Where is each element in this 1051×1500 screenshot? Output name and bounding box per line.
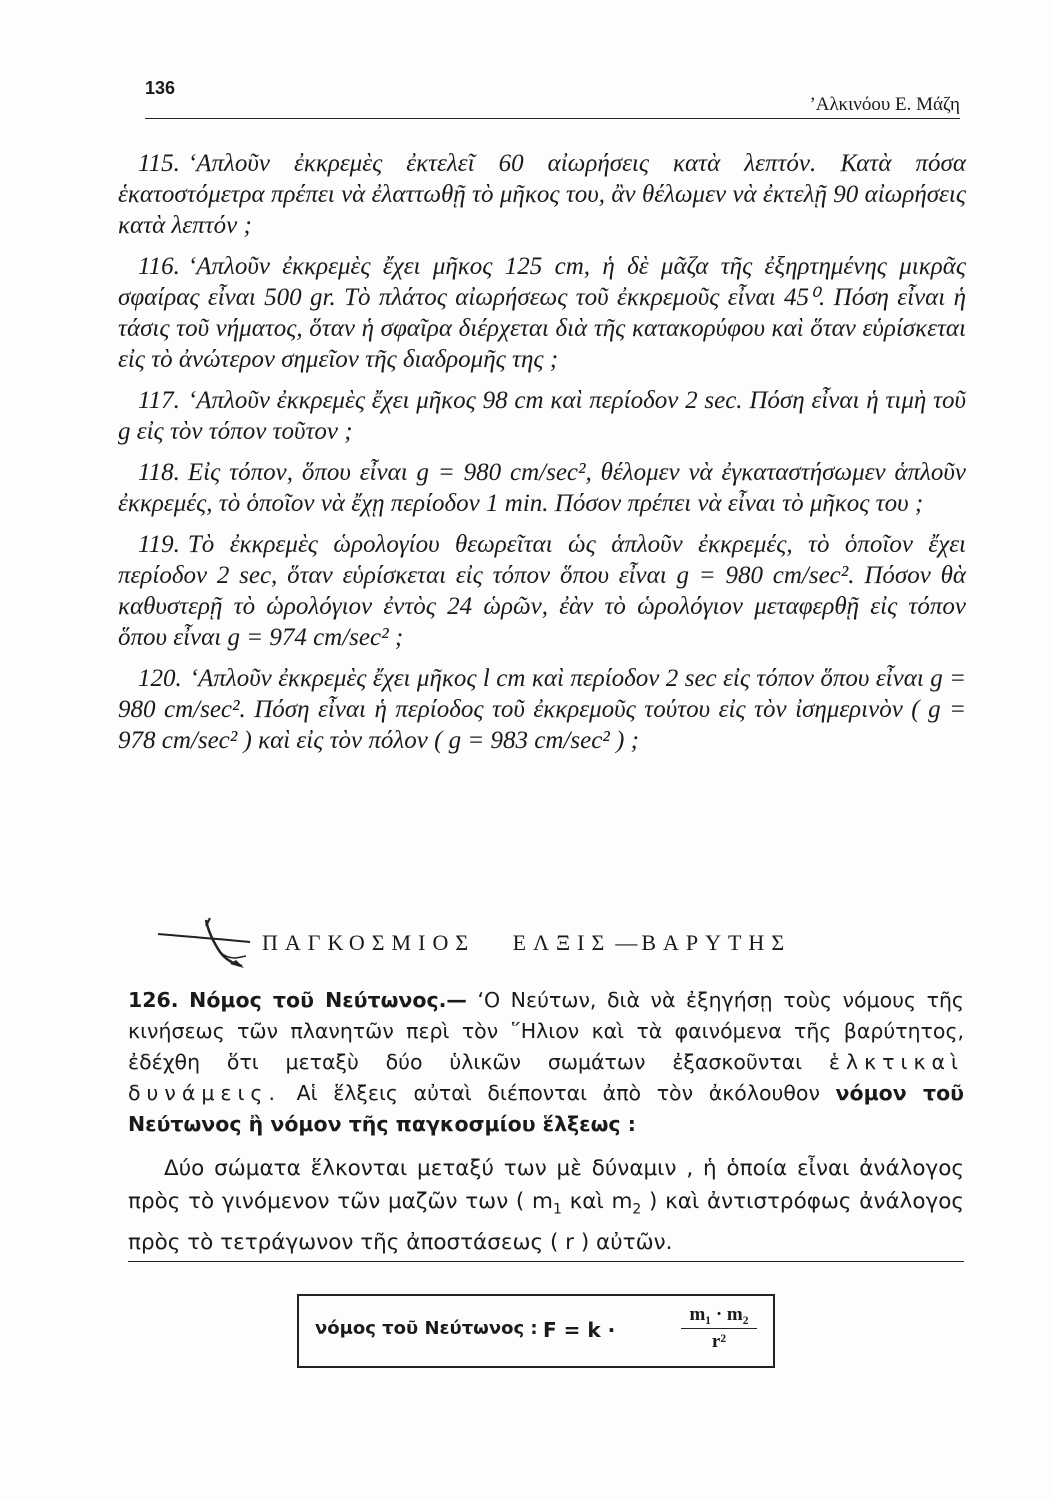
divider (128, 1261, 964, 1262)
problem-text: ‘Απλοῦν ἐκκρεμὲς ἔχει μῆκος 98 cm καὶ περίοδον 2 sec. Πόση εἶναι ἡ τιμὴ τοῦ g εἰς τὸν τόπον τοῦτον ; (118, 387, 966, 445)
article-paragraph (128, 985, 964, 1140)
section-heading (262, 930, 791, 956)
law-text: ) καὶ ἀντιστρόφως ἀνάλογος πρὸς τὸ τετράγωνον τῆς ἀποστάσεως ( r ) αὐτῶν. (128, 1189, 964, 1256)
section-heading-word: ΒΑΡΥΤΗΣ (641, 930, 792, 955)
subscript: 1 (552, 1201, 562, 1218)
article-heading: Νόμος τοῦ Νεύτωνος.— (189, 988, 467, 1012)
problem-115 (118, 148, 966, 241)
problem-text: ‘Απλοῦν ἐκκρεμὲς ἐκτελεῖ 60 αἰωρήσεις κατὰ λεπτόν. Κατὰ πόσα ἑκατοστόμετρα πρέπει νὰ ἐλαττωθῇ τὸ μῆκος του, ἂν θέλωμεν νὰ ἐκτελῇ 90 αἰωρήσεις κατὰ λεπτόν ; (118, 150, 966, 239)
article-126 (128, 985, 964, 1262)
formula-fraction (681, 1304, 757, 1353)
problem-list (118, 148, 966, 766)
running-head: ’Αλκινόου Ε. Μάζη (809, 94, 960, 115)
section-title (150, 912, 950, 972)
emphasized-text: ἑλκτικαὶ δυνάμεις. (128, 1050, 964, 1105)
problem-120 (118, 663, 966, 756)
section-heading-word: ΕΛΞΙΣ (512, 930, 612, 955)
problem-number: 115. (138, 150, 180, 177)
problem-text: Εἰς τόπον, ὅπου εἶναι g = 980 cm/sec², θέλομεν νὰ ἐγκαταστήσωμεν ἁπλοῦν ἐκκρεμές, τὸ ὁποῖον νὰ ἔχῃ περίοδον 1 min. Πόσον πρέπει νὰ εἶναι τὸ μῆκος του ; (118, 459, 966, 517)
formula-box (297, 1294, 775, 1368)
law-name: νόμον τοῦ Νεύτωνος ἢ νόμον τῆς παγκοσμίου ἕλξεως : (128, 1081, 964, 1136)
problem-number: 120. (138, 665, 182, 692)
formula-label: νόμος τοῦ Νεύτωνος : (315, 1318, 538, 1339)
problem-number: 119. (138, 531, 180, 558)
subscript: 2 (632, 1201, 642, 1218)
fraction-denominator: r² (711, 1331, 727, 1352)
problem-117 (118, 385, 966, 447)
pointing-hand-icon (150, 912, 270, 972)
article-text: ‘Ο Νεύτων, διὰ νὰ ἐξηγήσῃ τοὺς νόμους τῆς κινήσεως τῶν πλανητῶν περὶ τὸν ῞Ηλιον καὶ τὰ φαινόμενα τῆς βαρύτητος, ἐδέχθη ὅτι μεταξὺ δύο ὑλικῶν σωμάτων ἐξασκοῦνται (128, 988, 964, 1074)
problem-text: ‘Απλοῦν ἐκκρεμὲς ἔχει μῆκος 125 cm, ἡ δὲ μᾶζα τῆς ἐξηρτημένης μικρᾶς σφαίρας εἶναι 500 gr. Τὸ πλάτος αἰωρήσεως τοῦ ἐκκρεμοῦς εἶναι 45⁰. Πόση εἶναι ἡ τάσις τοῦ νήματος, ὅταν ἡ σφαῖρα διέρχεται διὰ τῆς κατακορύφου καὶ ὅταν εὑρίσκεται εἰς τὸ ἀνώτερον σημεῖον τῆς διαδρομῆς της ; (118, 253, 966, 373)
problem-text: ‘Απλοῦν ἐκκρεμὲς ἔχει μῆκος l cm καὶ περίοδον 2 sec εἰς τόπον ὅπου εἶναι g = 980 cm/sec². Πόση εἶναι ἡ περίοδος τοῦ ἐκκρεμοῦς τούτου εἰς τὸν ἰσημερινὸν ( g = 978 cm/sec² ) καὶ εἰς τὸν πόλον ( g = 983 cm/sec² ) ; (118, 665, 966, 754)
fraction-numerator: m₁ · m₂ (681, 1304, 757, 1329)
problem-number: 118. (138, 459, 180, 486)
header-rule (145, 118, 960, 119)
law-text: Δύο σώματα ἕλκονται μεταξύ των μὲ δύναμιν , ἡ ὁποία εἶναι ἀνάλογος πρὸς τὸ γινόμενον τῶν μαζῶν των ( m (128, 1156, 964, 1214)
article-number: 126. (128, 988, 179, 1012)
formula-lhs: F = k · (543, 1318, 616, 1342)
problem-text: Τὸ ἐκκρεμὲς ὡρολογίου θεωρεῖται ὡς ἁπλοῦν ἐκκρεμές, τὸ ὁποῖον ἔχει περίοδον 2 sec, ὅταν εὑρίσκεται εἰς τόπον ὅπου εἶναι g = 980 cm/sec². Πόσον θὰ καθυστερῇ τὸ ὡρολόγιον ἐντὸς 24 ὡρῶν, ἐὰν τὸ ὡρολόγιον μεταφερθῇ εἰς τόπον ὅπου εἶναι g = 974 cm/sec² ; (118, 531, 966, 651)
problem-number: 117. (138, 387, 180, 414)
section-heading-dash: — (615, 930, 638, 955)
law-statement (128, 1152, 964, 1259)
article-text: Αἱ ἕλξεις αὐταὶ διέπονται ἀπὸ τὸν ἀκόλουθον (280, 1081, 836, 1105)
law-text: καὶ m (561, 1189, 633, 1214)
page-number: 136 (145, 78, 176, 98)
page-header (145, 78, 960, 122)
section-heading-word: ΠΑΓΚΟΣΜΙΟΣ (262, 930, 476, 955)
problem-119 (118, 529, 966, 653)
problem-118 (118, 457, 966, 519)
problem-number: 116. (138, 253, 180, 280)
problem-116 (118, 251, 966, 375)
